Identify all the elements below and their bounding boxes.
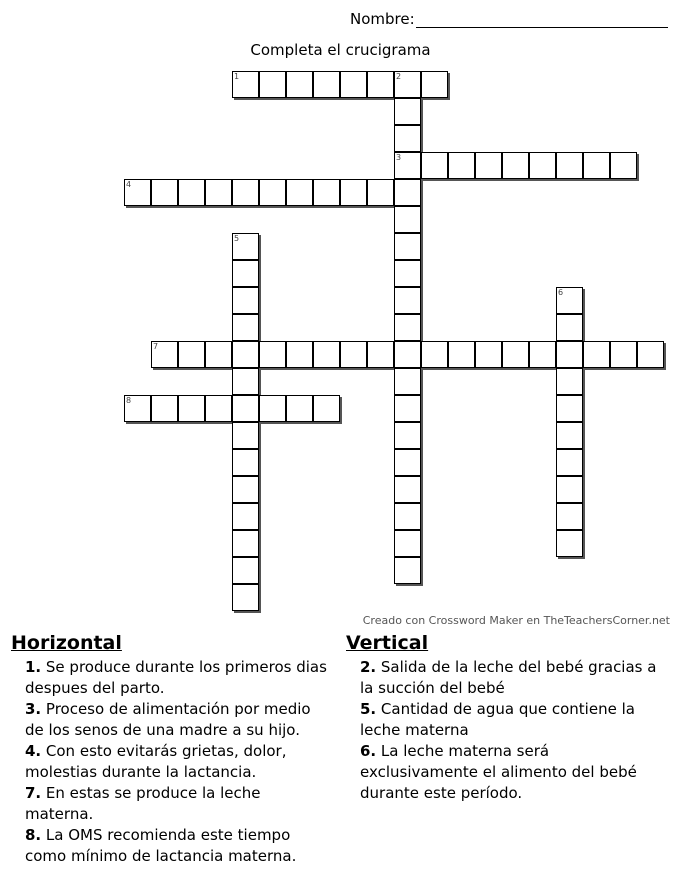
credit-text: Creado con Crossword Maker en TheTeachersCorner.net	[362, 614, 670, 627]
grid-cell[interactable]	[394, 557, 421, 584]
grid-cell[interactable]	[232, 584, 259, 611]
across-clue	[25, 699, 331, 741]
clue-text: En estas se produce la leche materna.	[25, 784, 261, 823]
grid-cell[interactable]	[313, 341, 340, 368]
grid-cell[interactable]	[178, 341, 205, 368]
grid-cell[interactable]	[367, 71, 394, 98]
grid-cell[interactable]	[124, 395, 151, 422]
grid-cell[interactable]	[556, 395, 583, 422]
grid-cell[interactable]	[151, 341, 178, 368]
down-clue	[360, 741, 666, 804]
grid-cell[interactable]	[421, 71, 448, 98]
grid-cell[interactable]	[394, 395, 421, 422]
clue-number: 3	[396, 153, 402, 162]
grid-cell[interactable]	[151, 179, 178, 206]
grid-cell[interactable]	[394, 476, 421, 503]
grid-cell[interactable]	[475, 341, 502, 368]
grid-cell[interactable]	[556, 476, 583, 503]
clue-number: 3.	[25, 700, 42, 718]
down-clues	[346, 632, 666, 804]
grid-cell[interactable]	[313, 71, 340, 98]
grid-cell[interactable]	[367, 341, 394, 368]
grid-cell[interactable]	[232, 395, 259, 422]
clue-text: Se produce durante los primeros dias despues del parto.	[25, 658, 327, 697]
grid-cell[interactable]	[556, 503, 583, 530]
grid-cell[interactable]	[340, 71, 367, 98]
grid-cell[interactable]	[394, 341, 421, 368]
grid-cell[interactable]	[232, 179, 259, 206]
grid-cell[interactable]	[394, 206, 421, 233]
grid-cell[interactable]	[151, 395, 178, 422]
across-clues	[11, 632, 331, 867]
across-clue	[25, 825, 331, 867]
grid-cell[interactable]	[448, 152, 475, 179]
name-label: Nombre:	[350, 10, 415, 28]
down-heading: Vertical	[346, 632, 429, 654]
clue-number: 7.	[25, 784, 42, 802]
grid-cell[interactable]	[286, 341, 313, 368]
grid-cell[interactable]	[637, 341, 664, 368]
across-clue	[25, 657, 331, 699]
clue-text: Cantidad de agua que contiene la leche materna	[360, 700, 635, 739]
down-clue	[360, 657, 666, 699]
grid-cell[interactable]	[232, 233, 259, 260]
grid-cell[interactable]	[259, 395, 286, 422]
grid-cell[interactable]	[610, 152, 637, 179]
grid-cell[interactable]	[394, 530, 421, 557]
grid-cell[interactable]	[556, 314, 583, 341]
grid-cell[interactable]	[259, 179, 286, 206]
grid-cell[interactable]	[367, 179, 394, 206]
clue-text: La OMS recomienda este tiempo como mínimo de lactancia materna.	[25, 826, 297, 865]
grid-cell[interactable]	[610, 341, 637, 368]
grid-cell[interactable]	[583, 152, 610, 179]
grid-cell[interactable]	[232, 368, 259, 395]
grid-cell[interactable]	[502, 341, 529, 368]
grid-cell[interactable]	[556, 449, 583, 476]
grid-cell[interactable]	[529, 341, 556, 368]
grid-cell[interactable]	[394, 179, 421, 206]
grid-cell[interactable]	[556, 287, 583, 314]
grid-cell[interactable]	[286, 71, 313, 98]
grid-cell[interactable]	[286, 395, 313, 422]
grid-cell[interactable]	[394, 98, 421, 125]
clue-text: Con esto evitarás grietas, dolor, molestias durante la lactancia.	[25, 742, 287, 781]
grid-cell[interactable]	[205, 179, 232, 206]
grid-cell[interactable]	[394, 260, 421, 287]
grid-cell[interactable]	[178, 179, 205, 206]
grid-cell[interactable]	[232, 71, 259, 98]
grid-cell[interactable]	[394, 71, 421, 98]
clue-number: 1	[234, 72, 240, 81]
grid-cell[interactable]	[340, 179, 367, 206]
across-heading: Horizontal	[11, 632, 122, 654]
grid-cell[interactable]	[421, 152, 448, 179]
grid-cell[interactable]	[394, 422, 421, 449]
grid-cell[interactable]	[232, 314, 259, 341]
clue-number: 6.	[360, 742, 377, 760]
grid-cell[interactable]	[313, 395, 340, 422]
clue-number: 2	[396, 72, 402, 81]
clue-number: 5.	[360, 700, 377, 718]
grid-cell[interactable]	[502, 152, 529, 179]
grid-cell[interactable]	[205, 341, 232, 368]
grid-cell[interactable]	[475, 152, 502, 179]
clue-number: 8.	[25, 826, 42, 844]
grid-cell[interactable]	[232, 422, 259, 449]
grid-cell[interactable]	[583, 341, 610, 368]
grid-cell[interactable]	[232, 476, 259, 503]
page-title: Completa el crucigrama	[250, 41, 431, 59]
clue-number: 8	[126, 396, 132, 405]
grid-cell[interactable]	[394, 314, 421, 341]
clue-number: 6	[558, 288, 564, 297]
grid-cell[interactable]	[394, 368, 421, 395]
grid-cell[interactable]	[178, 395, 205, 422]
across-clue	[25, 783, 331, 825]
grid-cell[interactable]	[556, 530, 583, 557]
across-clue	[25, 741, 331, 783]
grid-cell[interactable]	[124, 179, 151, 206]
grid-cell[interactable]	[556, 341, 583, 368]
grid-cell[interactable]	[529, 152, 556, 179]
grid-cell[interactable]	[205, 395, 232, 422]
grid-cell[interactable]	[448, 341, 475, 368]
grid-cell[interactable]	[340, 341, 367, 368]
grid-cell[interactable]	[394, 503, 421, 530]
grid-cell[interactable]	[394, 233, 421, 260]
clue-number: 2.	[360, 658, 377, 676]
grid-cell[interactable]	[232, 503, 259, 530]
grid-cell[interactable]	[259, 341, 286, 368]
grid-cell[interactable]	[556, 422, 583, 449]
grid-cell[interactable]	[313, 179, 340, 206]
grid-cell[interactable]	[232, 530, 259, 557]
grid-cell[interactable]	[556, 368, 583, 395]
grid-cell[interactable]	[232, 341, 259, 368]
grid-cell[interactable]	[394, 287, 421, 314]
grid-cell[interactable]	[394, 125, 421, 152]
grid-cell[interactable]	[394, 449, 421, 476]
clue-text: Salida de la leche del bebé gracias a la succión del bebé	[360, 658, 657, 697]
grid-cell[interactable]	[556, 152, 583, 179]
grid-cell[interactable]	[232, 557, 259, 584]
down-clue	[360, 699, 666, 741]
grid-cell[interactable]	[286, 179, 313, 206]
clue-text: Proceso de alimentación por medio de los senos de una madre a su hijo.	[25, 700, 311, 739]
grid-cell[interactable]	[232, 449, 259, 476]
grid-cell[interactable]	[259, 71, 286, 98]
grid-cell[interactable]	[232, 260, 259, 287]
grid-cell[interactable]	[394, 152, 421, 179]
clue-number: 4.	[25, 742, 42, 760]
clue-text: La leche materna será exclusivamente el alimento del bebé durante este período.	[360, 742, 637, 802]
grid-cell[interactable]	[232, 287, 259, 314]
clue-number: 1.	[25, 658, 42, 676]
clue-number: 7	[153, 342, 159, 351]
clue-number: 4	[126, 180, 132, 189]
clue-number: 5	[234, 234, 240, 243]
grid-cell[interactable]	[421, 341, 448, 368]
